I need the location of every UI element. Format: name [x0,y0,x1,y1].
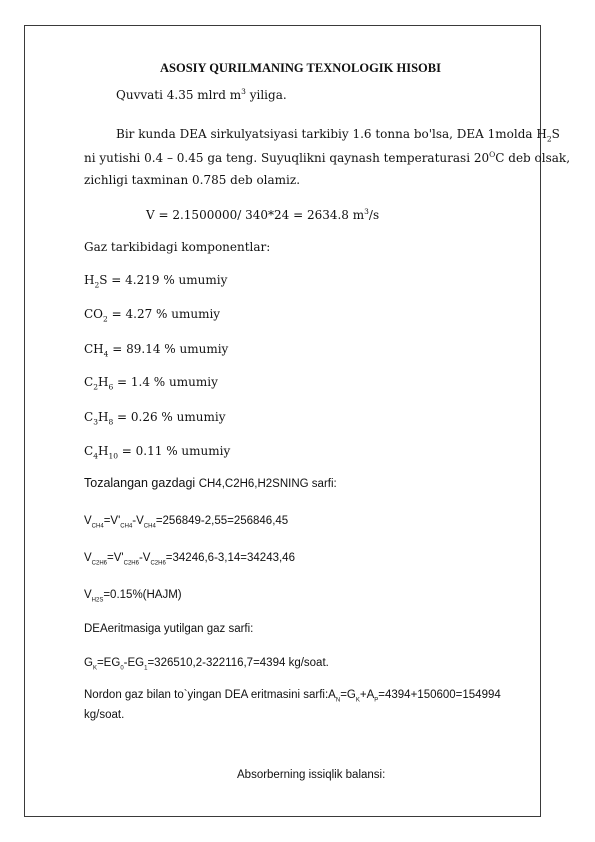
eq-part: =V' [103,515,121,527]
component-sub: 4 [93,451,98,461]
eq-sub: CH4 [143,523,156,530]
equation-gk [84,656,329,671]
formula-v [146,208,379,223]
component-ch4 [84,342,228,357]
eq-part: -V [132,515,144,527]
eq-sub: 0 [120,665,124,672]
component-c4h10 [84,444,230,459]
eq-result: =0.15%(HAJM) [103,589,182,601]
para1-line3: zichligi taxminan 0.785 deb olamiz. [84,173,301,187]
absorber-heading: Absorberning issiqlik balansi: [237,769,386,781]
para1-b: ni yutishi 0.4 – 0.45 ga teng. Suyuqlikni qaynash temperaturasi 20 [84,151,490,165]
component-mid: H [97,444,109,458]
component-pre: H [84,273,95,287]
eq-symbol: V [84,589,92,601]
document-title: ASOSIY QURILMANING TEXNOLOGIK HISOBI [160,61,441,75]
clean-gas-tail: CH4,C2H6,H2SNING sarfi: [198,478,337,490]
equation-h2s [84,588,182,603]
component-pre: CO [84,307,104,321]
eq-result: =256849-2,55=256846,45 [155,515,289,527]
eq-part: -V [138,552,151,564]
clean-gas-pre: Tozalangan gazdagi [84,476,199,490]
dea-heading: DEAeritmasiga yutilgan gaz sarfi: [84,623,254,635]
para1-line2 [84,151,570,166]
eq-sub: CH4 [91,523,104,530]
eq-result: =326510,2-322116,7=4394 kg/soat. [147,657,329,669]
eq-part: =G [340,689,356,701]
eq-sub: K [355,697,360,704]
para1-a: Bir kunda DEA sirkulyatsiyasi tarkibiy 1.6 tonna bo'lsa, DEA 1molda H [116,127,547,141]
eq-sub: N [335,697,341,704]
component-value: = 1.4 % umumiy [113,375,218,389]
component-value: = 0.26 % umumiy [113,410,226,424]
formula-v-text: V = 2.1500000/ 340*24 = 2634.8 m [146,208,365,222]
eq-part: =EG [96,657,121,669]
component-mid: H [97,410,109,424]
eq-symbol: V [84,515,92,527]
component-c3h8 [84,410,225,425]
component-value: = 0.11 % umumiy [117,444,231,458]
para1-a-tail: S [551,127,560,141]
eq-sub: H2S [91,597,104,604]
component-sub2: 10 [108,451,118,461]
para1-a-sub: 2 [546,134,552,144]
capacity-text: Quvvati 4.35 mlrd m [116,88,242,102]
component-sub: 2 [94,280,100,290]
eq-sub: C2H6 [91,560,108,567]
eq-symbol: G [84,657,93,669]
para1-b-tail: C deb olsak, [495,151,571,165]
para1-b-sup: O [489,150,496,159]
component-value: S = 4.219 % umumiy [99,273,228,287]
eq-result: =34246,6-3,14=34243,46 [165,552,295,564]
para1-line1 [116,127,560,142]
component-co2 [84,307,220,322]
eq-sub: CH4 [120,523,133,530]
eq-symbol: V [84,552,92,564]
eq-sub: 1 [144,665,148,672]
capacity-sup: 3 [241,87,246,96]
nordon-pre: Nordon gaz bilan to`yingan DEA eritmasini sarfi:A [84,689,336,701]
clean-gas-heading [84,476,337,492]
component-pre: C [84,444,94,458]
component-pre: C [84,410,94,424]
eq-sub: P [374,697,379,704]
component-mid: H [97,375,109,389]
equation-ch4 [84,514,288,529]
eq-part: +A [359,689,375,701]
component-value: = 89.14 % umumiy [108,342,229,356]
component-sub2: 6 [108,382,114,392]
formula-v-sup: 3 [364,207,369,216]
component-sub2: 8 [108,417,114,427]
nordon-line2: kg/soat. [84,709,125,721]
component-h2s [84,273,227,288]
component-pre: C [84,375,94,389]
component-c2h6 [84,375,218,390]
eq-sub: C2H6 [150,560,166,567]
component-pre: CH [84,342,104,356]
capacity-tail: yiliga. [245,88,287,102]
components-heading: Gaz tarkibidagi komponentlar: [84,240,271,254]
capacity-line [116,88,287,103]
component-sub: 2 [93,382,98,392]
component-value: = 4.27 % umumiy [107,307,221,321]
component-sub: 3 [93,417,98,427]
nordon-line1 [84,688,501,703]
eq-result: =4394+150600=154994 [378,689,501,701]
equation-c2h6 [84,551,295,566]
eq-sub: K [92,665,97,672]
eq-part: -EG [123,657,145,669]
formula-v-tail: /s [368,208,380,222]
eq-sub: C2H6 [123,560,139,567]
eq-part: =V' [107,552,124,564]
component-sub: 2 [103,314,108,324]
component-sub: 4 [103,349,109,359]
